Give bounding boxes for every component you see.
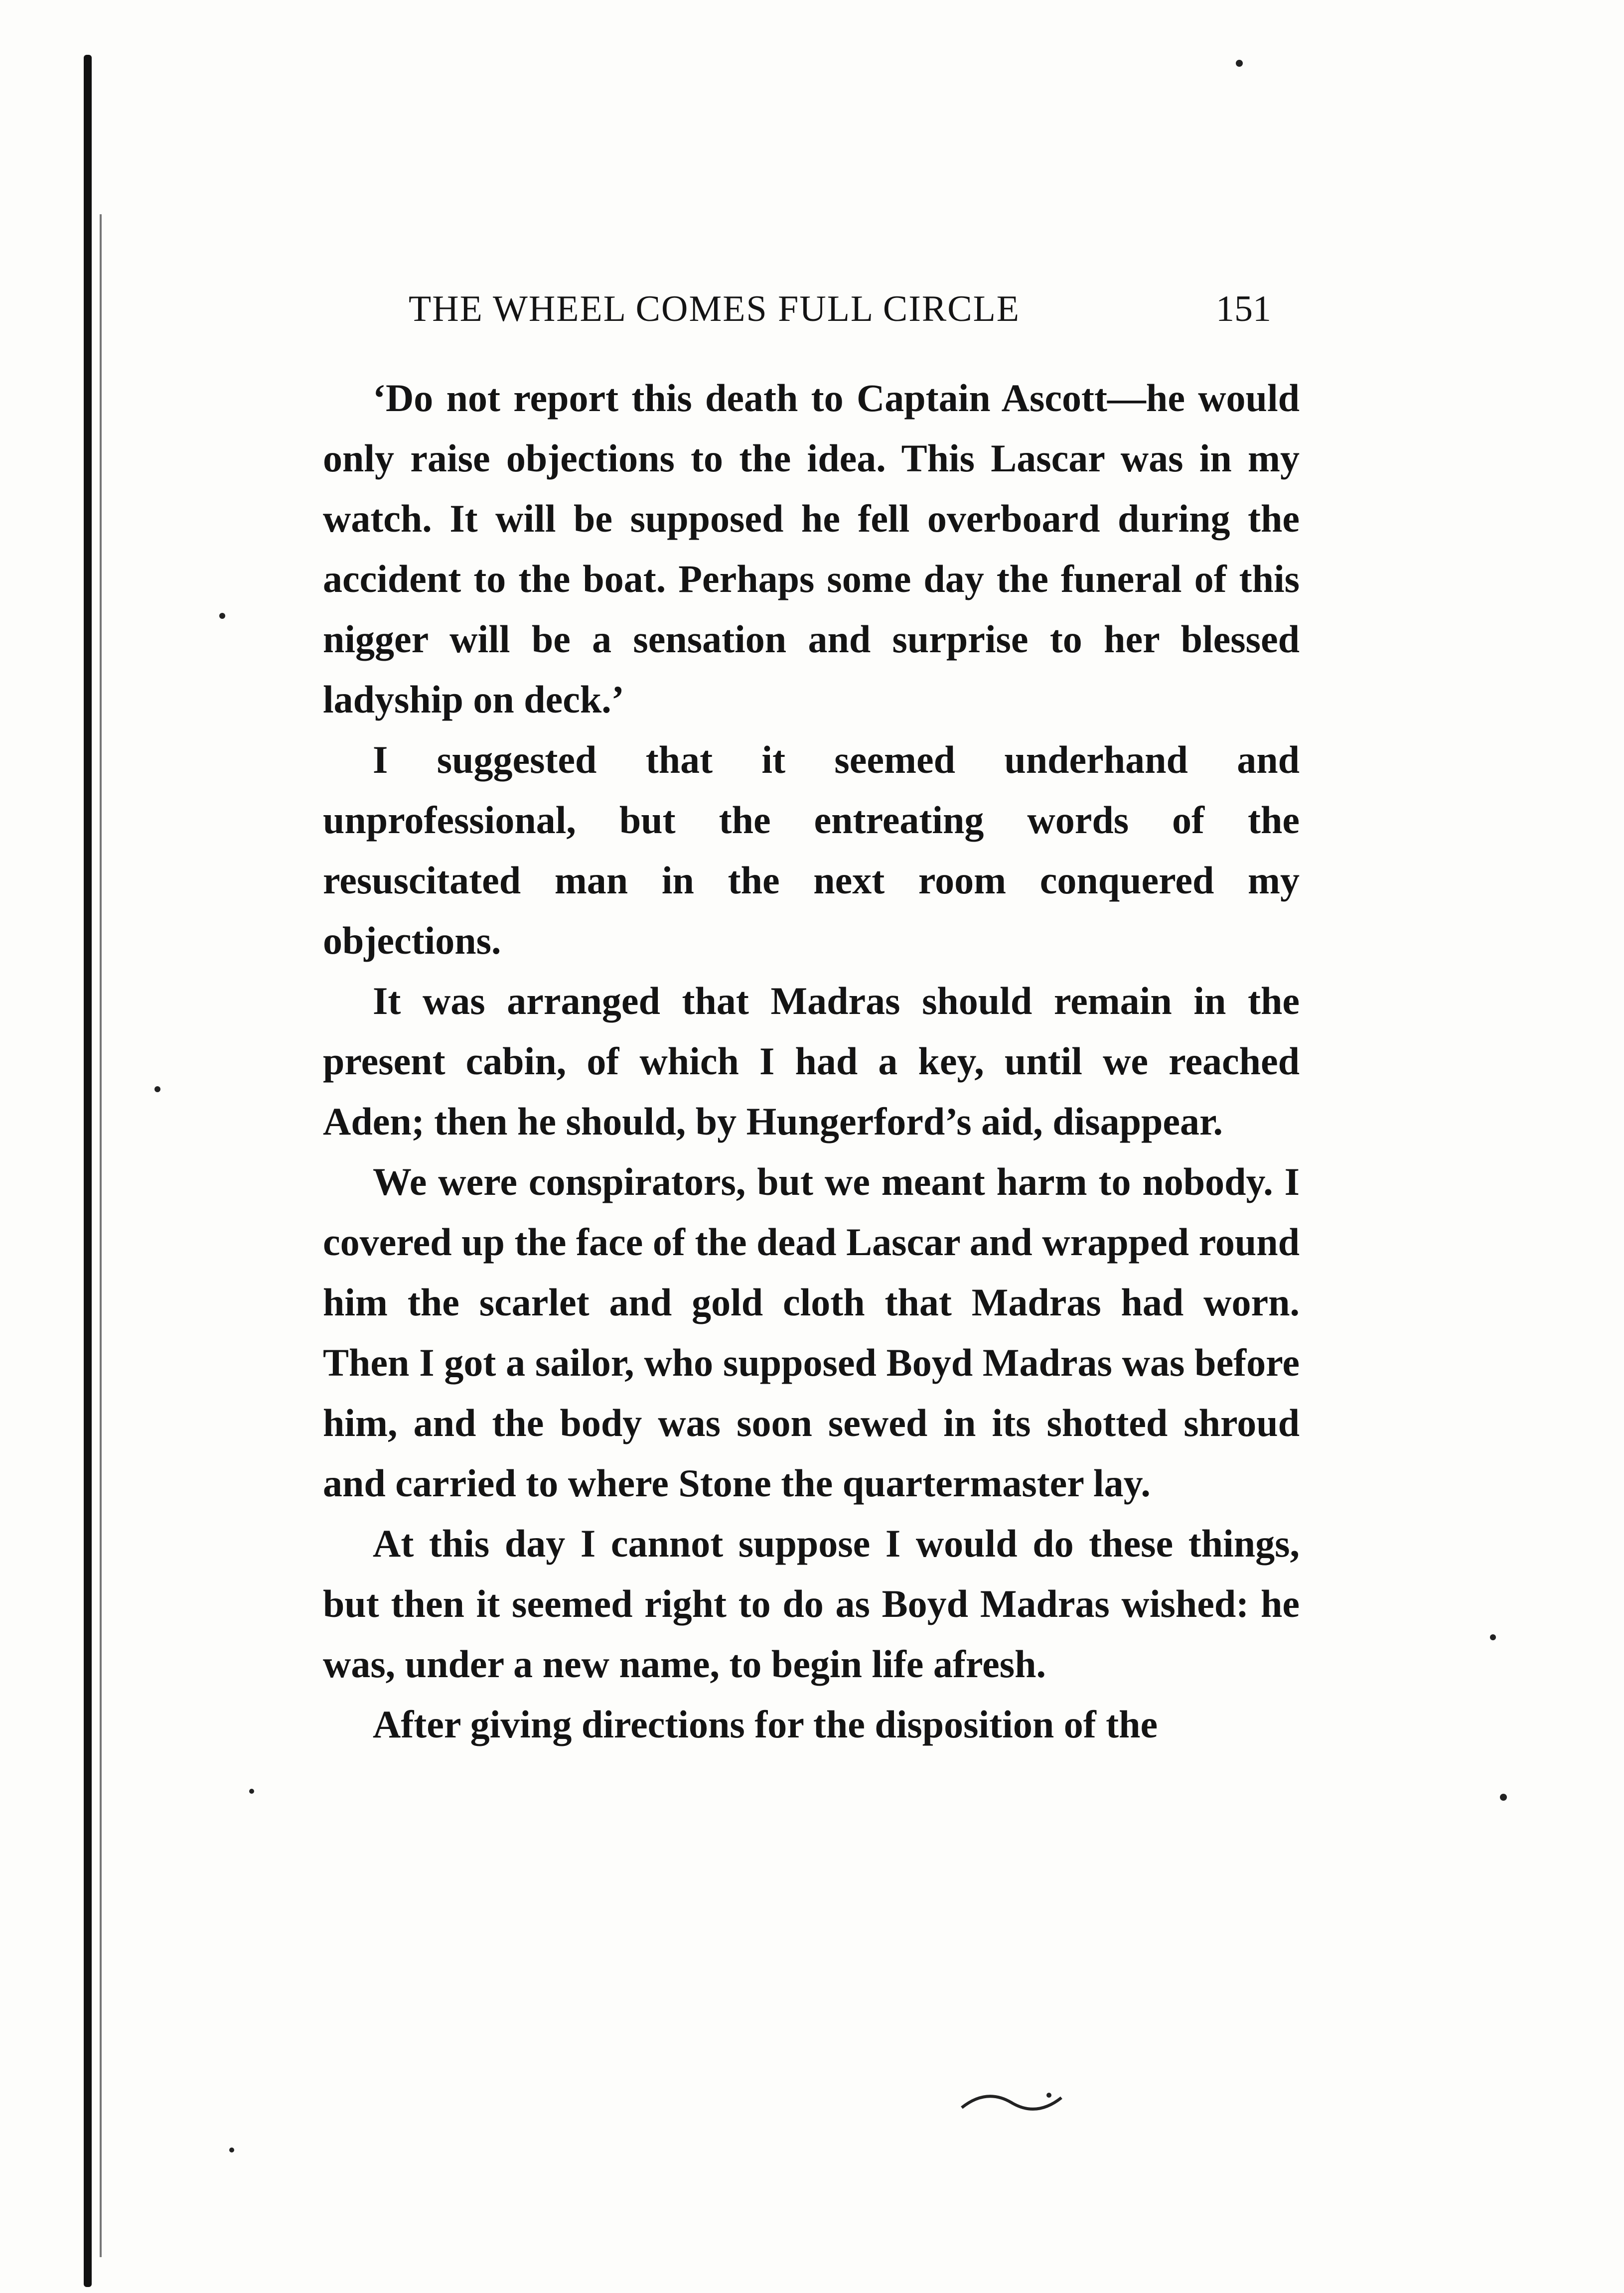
pen-scrawl-mark xyxy=(957,2083,1076,2123)
scan-speck xyxy=(1236,60,1243,67)
scan-speck xyxy=(219,613,225,619)
binding-edge-line xyxy=(100,214,102,2257)
binding-edge-shadow xyxy=(84,55,92,2287)
paragraph-4: We were conspirators, but we meant harm to nobody. I covered up the face of the dead Lascar and wrapped round him the scarlet and gold cloth that Madras had worn. Then I got a sailor, who supposed Boyd Madras was before him, and the body was soon sewed in its shotted shroud and carried to where Stone the quartermaster lay. xyxy=(323,1160,1300,1505)
paragraph-5: At this day I cannot suppose I would do these things, but then it seemed right to do as Boyd Madras wished: he was, under a new name, to begin life afresh. xyxy=(323,1522,1300,1686)
paragraph-2: I suggested that it seemed underhand and unprofessional, but the entreating words of the resuscitated man in the next room conquered my objections. xyxy=(323,738,1300,962)
body-text xyxy=(323,368,1300,1754)
paragraph-1: ‘Do not report this death to Captain Ascott—he would only raise objections to the idea. This Lascar was in my watch. It will be supposed he fell overboard during the accident to the boat. Perhaps some day the funeral of this nigger will be a sensation and surprise to her blessed ladyship on deck.’ xyxy=(323,376,1300,721)
scan-speck xyxy=(249,1789,254,1794)
scan-speck xyxy=(154,1086,160,1092)
scan-speck xyxy=(1490,1634,1496,1640)
paragraph-6: After giving directions for the disposition of the xyxy=(373,1703,1158,1746)
page-number: 151 xyxy=(1216,288,1271,329)
paragraph-3: It was arranged that Madras should remain in the present cabin, of which I had a key, until we reached Aden; then he should, by Hungerford’s aid, disappear. xyxy=(323,979,1300,1143)
running-title: THE WHEEL COMES FULL CIRCLE xyxy=(409,288,1020,329)
scan-speck xyxy=(1500,1794,1507,1801)
scan-speck xyxy=(229,2148,234,2152)
